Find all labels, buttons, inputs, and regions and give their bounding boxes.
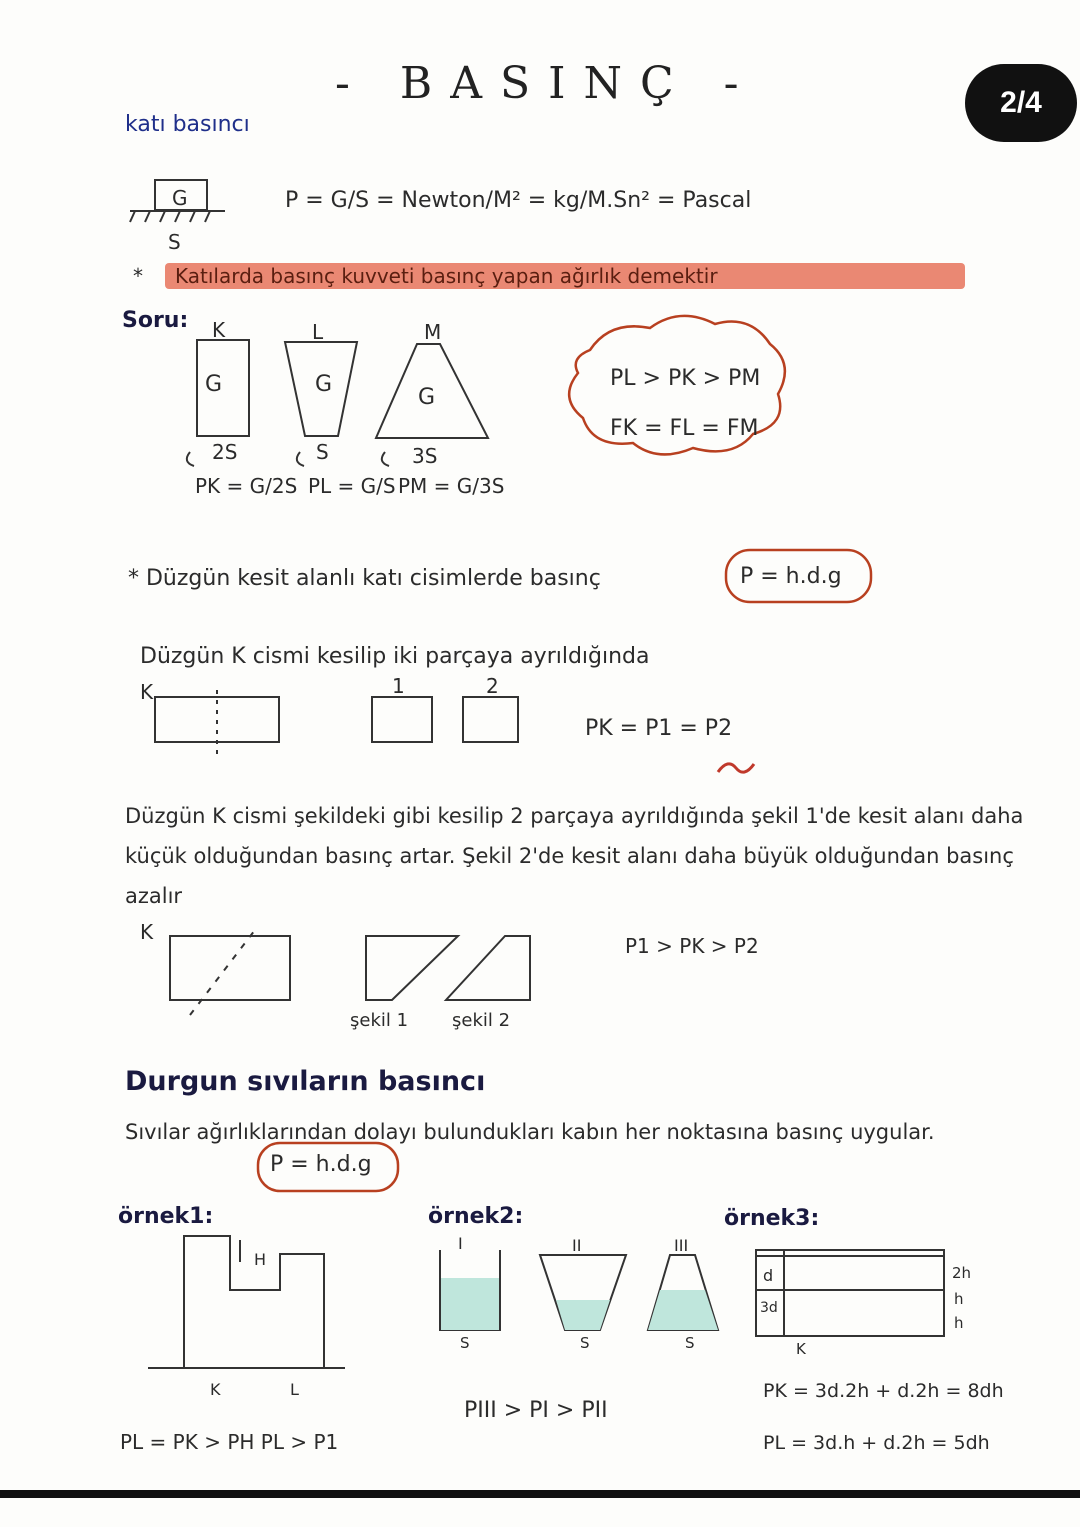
shape-k-base: 2S — [212, 440, 238, 464]
ex2-c3: III — [674, 1236, 689, 1255]
page-title: - BASINÇ - — [335, 58, 757, 109]
ex3-line2: PL = 3d.h + d.2h = 5dh — [763, 1432, 990, 1454]
question-label: Soru: — [122, 308, 189, 333]
shape-l-base: S — [316, 440, 329, 464]
shape-m-base: 3S — [412, 444, 438, 468]
uniform-formula: P = h.d.g — [740, 564, 842, 589]
ex2-s1: S — [460, 1334, 470, 1352]
ex2-s3: S — [685, 1334, 695, 1352]
liquid-text: Sıvılar ağırlıklarından dolayı bulundukları kabın her noktasına basınç uygular. — [125, 1120, 935, 1144]
cloud-line-2: FK = FL = FM — [610, 416, 759, 441]
ex3-h1: 2h — [952, 1264, 972, 1282]
solid-note: Katılarda basınç kuvveti basınç yapan ağırlık demektir — [175, 264, 718, 288]
fig1-shape — [366, 936, 458, 1000]
liquid-heading: Durgun sıvıların basıncı — [125, 1066, 486, 1097]
ex3-label: örnek3: — [724, 1206, 820, 1231]
ex2-result: PIII > PI > PII — [464, 1398, 608, 1423]
surface-label: S — [168, 230, 181, 254]
ex3-d1: d — [763, 1266, 774, 1285]
page-badge: 2/4 — [965, 64, 1077, 142]
shape-k-inner: G — [205, 372, 223, 397]
shape-l-name: L — [312, 320, 324, 344]
diag-rect-k — [170, 936, 290, 1000]
cut-text: Düzgün K cismi kesilip iki parçaya ayrıldığında — [140, 644, 650, 669]
piece-2-label: 2 — [486, 674, 499, 698]
shape-k-formula: PK = G/2S — [195, 474, 298, 498]
ex3-line1: PK = 3d.2h + d.2h = 8dh — [763, 1380, 1004, 1402]
note-star: * — [133, 264, 143, 288]
cut-k-label: K — [140, 680, 154, 704]
ex2-s2: S — [580, 1334, 590, 1352]
fig2-shape — [446, 936, 530, 1000]
cloud-line-1: PL > PK > PM — [610, 366, 761, 391]
solid-heading: katı basıncı — [125, 112, 250, 137]
fig2-label: şekil 2 — [452, 1010, 511, 1031]
shape-k-name: K — [212, 318, 226, 342]
shape-m-inner: G — [418, 385, 436, 410]
ex2-label: örnek2: — [428, 1204, 524, 1229]
fig1-label: şekil 1 — [350, 1010, 409, 1031]
diagonal-text: Düzgün K cismi şekildeki gibi kesilip 2 parçaya ayrıldığında şekil 1'de kesit alanı daha küçük olduğundan basınç artar. Şekil 2'de kesit alanı daha büyük olduğundan basınç azalır — [125, 804, 1024, 908]
uniform-text: * Düzgün kesit alanlı katı cisimlerde basınç — [128, 566, 601, 591]
ex2-c1: I — [458, 1234, 463, 1253]
bottom-border — [0, 1490, 1080, 1498]
ex1-label: örnek1: — [118, 1204, 214, 1229]
pressure-formula: P = G/S = Newton/M² = kg/M.Sn² = Pascal — [285, 188, 752, 213]
shape-l-formula: PL = G/S — [308, 474, 396, 498]
diag-k-label: K — [140, 920, 154, 944]
ex1-result: PL = PK > PH PL > P1 — [120, 1430, 339, 1454]
box-label: G — [172, 186, 188, 210]
ex3-h3: h — [954, 1314, 964, 1332]
diag-result: P1 > PK > P2 — [625, 934, 759, 958]
cut-piece-2 — [463, 697, 518, 742]
piece-1-label: 1 — [392, 674, 405, 698]
ex1-h: H — [254, 1250, 267, 1269]
cut-result: PK = P1 = P2 — [585, 716, 733, 741]
ex1-l: L — [290, 1380, 299, 1399]
ex3-h2: h — [954, 1290, 964, 1308]
cut-piece-1 — [372, 697, 432, 742]
ex1-k: K — [210, 1380, 221, 1399]
shape-l-inner: G — [315, 372, 333, 397]
ex3-d2: 3d — [760, 1300, 778, 1316]
shape-m-formula: PM = G/3S — [398, 474, 505, 498]
liquid-formula: P = h.d.g — [270, 1152, 372, 1177]
ex3-k: K — [796, 1340, 806, 1358]
shape-m-name: M — [424, 320, 442, 344]
ex2-c2: II — [572, 1236, 582, 1255]
